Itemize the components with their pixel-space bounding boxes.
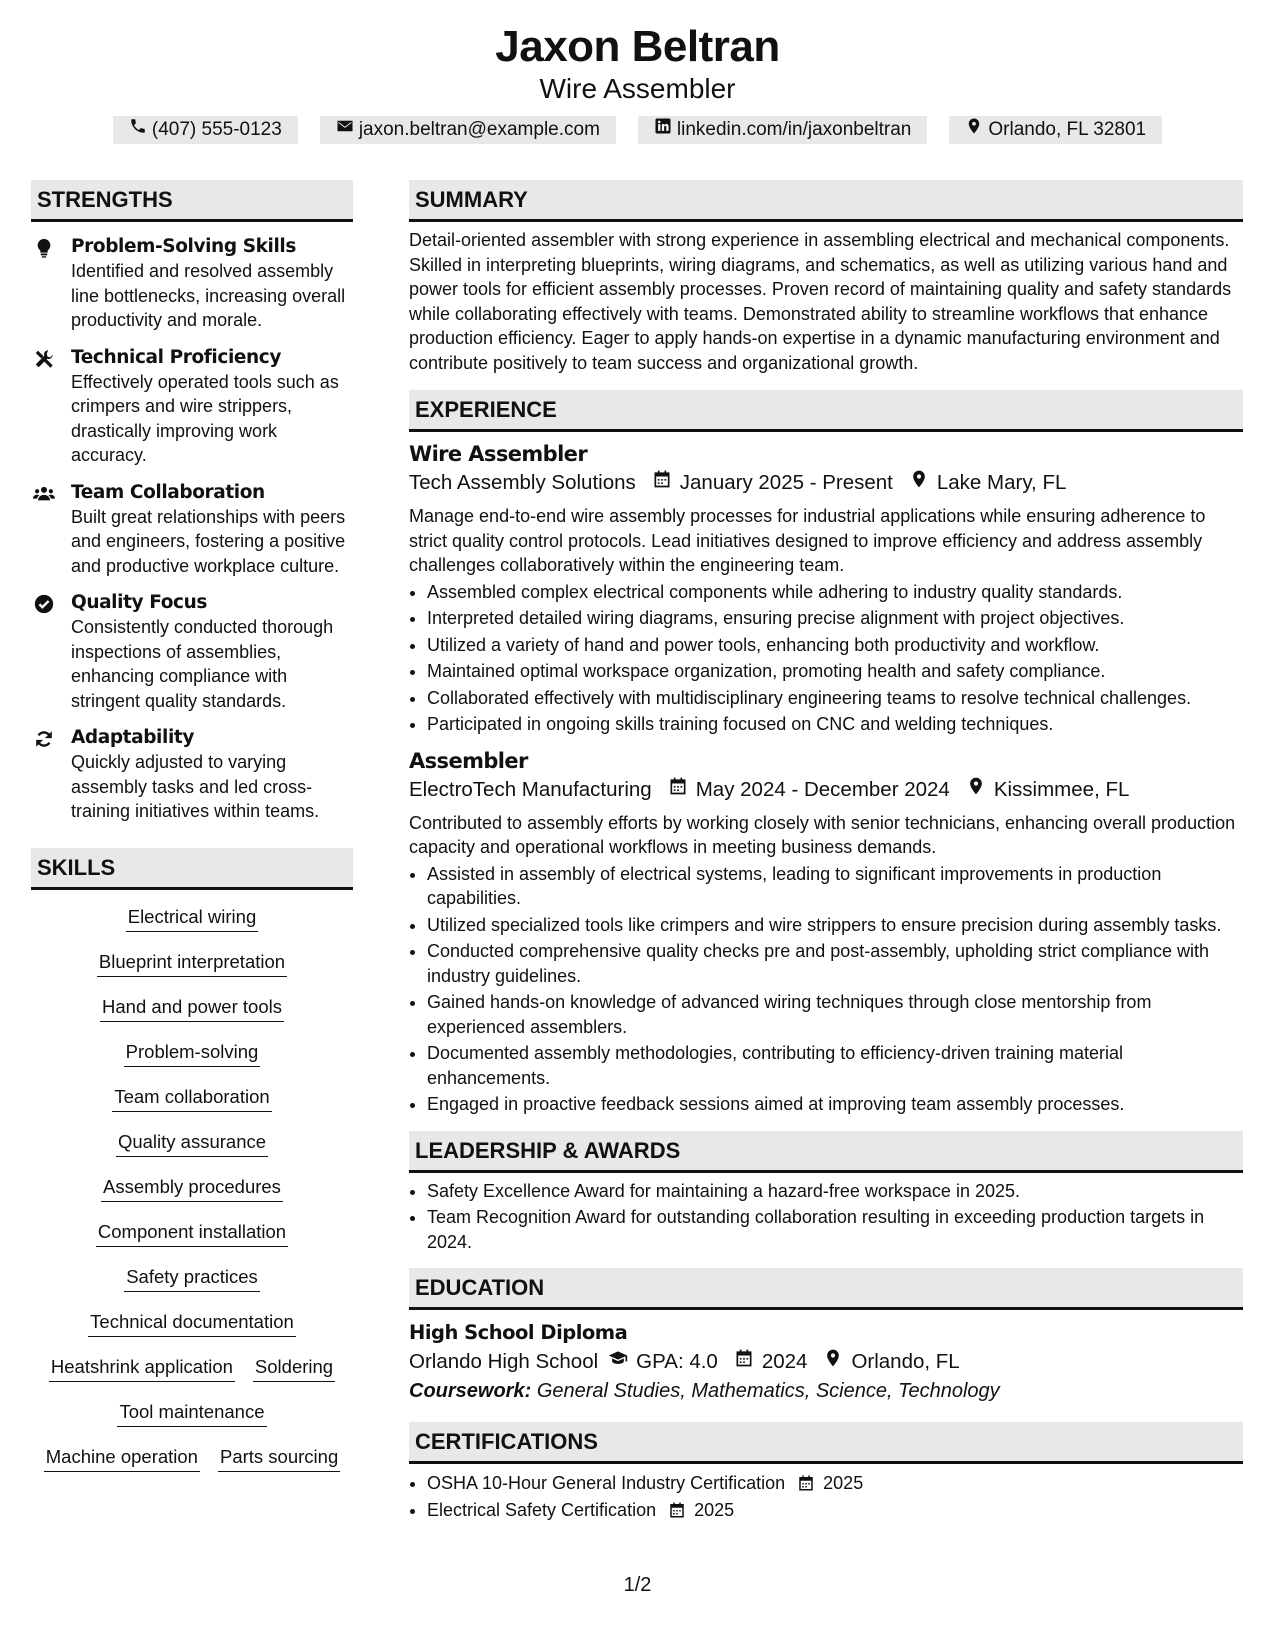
skill-tag: Team collaboration bbox=[112, 1084, 271, 1112]
job-bullet: • Maintained optimal workspace organization, promoting health and safety compliance. bbox=[427, 659, 1243, 684]
gpa-text: GPA: 4.0 bbox=[636, 1350, 718, 1373]
linkedin-icon bbox=[654, 116, 672, 144]
skill-tag: Technical documentation bbox=[88, 1309, 296, 1337]
job-bullet: • Participated in ongoing skills training focused on CNC and welding techniques. bbox=[427, 712, 1243, 737]
tools-icon bbox=[33, 348, 55, 370]
edu-year-item bbox=[734, 1346, 808, 1377]
skill-row bbox=[31, 904, 353, 949]
awards-list bbox=[409, 1179, 1243, 1255]
contact-phone[interactable] bbox=[113, 116, 298, 144]
certification-name: • OSHA 10-Hour General Industry Certification bbox=[427, 1473, 786, 1493]
job-location-item bbox=[966, 775, 1130, 805]
envelope-icon bbox=[336, 116, 354, 144]
company-name: ElectroTech Manufacturing bbox=[409, 777, 652, 801]
summary-text: Detail-oriented assembler with strong experience in assembling electrical and mechanical components. Skilled in interpreting blueprints, wiring diagrams, and schematics, as well as utilizing various hand and power tools for efficient assembly processes. Proven record of maintaining quality and safety standards while collaborating effectively with teams. Demonstrated ability to streamline workflows that enhance production efficiency. Eager to apply hands-on expertise in a dynamic manufacturing environment and contribute positively to team success and organizational growth. bbox=[409, 230, 1232, 373]
contact-bar bbox=[0, 116, 1275, 144]
right-column bbox=[409, 180, 1243, 1524]
job-bullets bbox=[409, 580, 1243, 737]
coursework-text: General Studies, Mathematics, Science, Technology bbox=[536, 1380, 1000, 1402]
skill-tag: Parts sourcing bbox=[218, 1444, 340, 1472]
skill-tag: Soldering bbox=[253, 1354, 335, 1382]
degree-title: High School Diploma bbox=[409, 1321, 628, 1344]
skill-tag: Blueprint interpretation bbox=[97, 949, 287, 977]
job-location: Lake Mary, FL bbox=[936, 471, 1067, 494]
summary-heading: SUMMARY bbox=[409, 180, 1243, 222]
job-bullet: • Engaged in proactive feedback sessions aimed at improving team assembly processes. bbox=[427, 1092, 1243, 1117]
skill-row bbox=[31, 1264, 353, 1309]
strength-desc: Quickly adjusted to varying assembly tasks and led cross-training initiatives within teams. bbox=[71, 752, 320, 821]
gpa-item bbox=[608, 1346, 718, 1377]
candidate-name: Jaxon Beltran bbox=[495, 22, 780, 71]
strength-title: Problem-Solving Skills bbox=[71, 236, 296, 257]
job-title: Wire Assembler bbox=[409, 442, 588, 466]
resume-header bbox=[0, 22, 1275, 144]
skill-row bbox=[31, 1444, 353, 1489]
certifications-heading: CERTIFICATIONS bbox=[409, 1422, 1243, 1464]
lightbulb-icon bbox=[33, 237, 55, 259]
location-text: Orlando, FL 32801 bbox=[988, 119, 1147, 140]
company-name: Tech Assembly Solutions bbox=[409, 471, 636, 494]
experience-list bbox=[409, 440, 1243, 1117]
certification-year: 2025 bbox=[823, 1473, 864, 1493]
job-bullets bbox=[409, 862, 1243, 1117]
map-pin-icon bbox=[823, 1346, 843, 1377]
sync-icon bbox=[33, 728, 55, 750]
skill-row bbox=[31, 1084, 353, 1129]
job-bullet: • Assembled complex electrical components while adhering to industry quality standards. bbox=[427, 580, 1243, 605]
skill-row bbox=[31, 1354, 353, 1399]
strength-title: Team Collaboration bbox=[71, 481, 265, 503]
job-dates-item bbox=[652, 468, 893, 498]
calendar-icon bbox=[668, 775, 688, 805]
job-meta bbox=[409, 468, 1243, 498]
calendar-icon bbox=[734, 1346, 754, 1377]
job-description: Contributed to assembly efforts by working closely with senior technicians, enhancing overall production capacity and operational workflows in meeting business demands. bbox=[409, 812, 1236, 857]
awards-heading: LEADERSHIP & AWARDS bbox=[409, 1131, 1243, 1173]
page-number: 1/2 bbox=[623, 1574, 652, 1596]
calendar-icon bbox=[652, 468, 672, 498]
job-meta bbox=[409, 775, 1243, 805]
job-bullet: • Utilized a variety of hand and power tools, enhancing both productivity and workflow. bbox=[427, 633, 1243, 658]
certifications-list bbox=[409, 1471, 1243, 1522]
skill-row bbox=[31, 1309, 353, 1354]
skill-row bbox=[31, 1129, 353, 1174]
skill-tag: Problem-solving bbox=[124, 1039, 261, 1067]
strength-title: Technical Proficiency bbox=[71, 346, 282, 368]
phone-icon bbox=[129, 116, 147, 144]
skill-tag: Safety practices bbox=[124, 1264, 260, 1292]
strength-item bbox=[31, 590, 353, 713]
skill-row bbox=[31, 949, 353, 994]
check-circle-icon bbox=[33, 593, 55, 615]
job-bullet: • Documented assembly methodologies, contributing to efficiency-driven training material enhancements. bbox=[427, 1041, 1243, 1090]
map-pin-icon bbox=[909, 468, 929, 498]
contact-linkedin[interactable] bbox=[638, 116, 927, 144]
certification-year: 2025 bbox=[694, 1499, 735, 1520]
candidate-title: Wire Assembler bbox=[539, 73, 736, 104]
job-bullet: • Interpreted detailed wiring diagrams, ensuring precise alignment with project objectives. bbox=[427, 606, 1243, 631]
skill-tag: Electrical wiring bbox=[126, 904, 259, 932]
job-entry bbox=[409, 440, 1243, 737]
strength-item bbox=[31, 234, 353, 333]
experience-heading: EXPERIENCE bbox=[409, 390, 1243, 432]
job-bullet: • Assisted in assembly of electrical systems, leading to significant improvements in production capabilities. bbox=[427, 862, 1243, 911]
job-location-item bbox=[909, 468, 1067, 498]
job-bullet: • Conducted comprehensive quality checks pre and post-assembly, upholding strict compliance with industry guidelines. bbox=[427, 939, 1243, 988]
map-pin-icon bbox=[966, 775, 986, 805]
edu-location-item bbox=[823, 1346, 959, 1377]
job-dates: January 2025 - Present bbox=[679, 471, 893, 494]
skill-row bbox=[31, 1039, 353, 1084]
skill-tag: Component installation bbox=[96, 1219, 288, 1247]
job-bullet: • Collaborated effectively with multidisciplinary engineering teams to resolve technical challenges. bbox=[427, 686, 1243, 711]
linkedin-text: linkedin.com/in/jaxonbeltran bbox=[676, 119, 912, 140]
strength-title: Quality Focus bbox=[71, 592, 207, 613]
skill-tag: Quality assurance bbox=[116, 1129, 268, 1157]
skill-tag: Machine operation bbox=[44, 1444, 200, 1472]
school-name: Orlando High School bbox=[409, 1350, 599, 1373]
graduation-cap-icon bbox=[608, 1346, 628, 1377]
skill-row bbox=[31, 994, 353, 1039]
strengths-list bbox=[31, 234, 353, 824]
certification-row bbox=[427, 1471, 1243, 1496]
job-description: Manage end-to-end wire assembly processes for industrial applications while ensuring adherence to strict quality control protocols. Lead initiatives designed to improve efficiency and address assembly challenges collaboratively within the engineering team. bbox=[409, 506, 1206, 575]
skill-row bbox=[31, 1399, 353, 1444]
education-meta bbox=[409, 1346, 1243, 1377]
job-dates-item bbox=[668, 775, 950, 805]
job-bullet: • Utilized specialized tools like crimpers and wire strippers to ensure precision during assembly tasks. bbox=[427, 913, 1243, 938]
skill-row bbox=[31, 1219, 353, 1264]
strengths-heading: STRENGTHS bbox=[31, 180, 353, 222]
skills-heading: SKILLS bbox=[31, 848, 353, 890]
skill-row bbox=[31, 1174, 353, 1219]
map-pin-icon bbox=[965, 116, 983, 144]
skill-tag: Hand and power tools bbox=[100, 994, 284, 1022]
contact-email[interactable] bbox=[320, 116, 616, 144]
strength-desc: Built great relationships with peers and engineers, fostering a positive and productive workplace culture. bbox=[71, 506, 346, 576]
award-item: • Team Recognition Award for outstanding collaboration resulting in exceeding production targets in 2024. bbox=[427, 1205, 1243, 1254]
award-item: • Safety Excellence Award for maintaining a hazard-free workspace in 2025. bbox=[427, 1179, 1243, 1204]
phone-text: (407) 555-0123 bbox=[151, 119, 282, 140]
edu-year-text: 2024 bbox=[761, 1350, 808, 1373]
strength-desc: Identified and resolved assembly line bottlenecks, increasing overall productivity and morale. bbox=[71, 261, 346, 330]
job-location: Kissimmee, FL bbox=[993, 777, 1130, 801]
strength-desc: Effectively operated tools such as crimpers and wire strippers, drastically improving work accuracy. bbox=[71, 371, 339, 465]
skill-tag: Tool maintenance bbox=[117, 1399, 266, 1427]
education-heading: EDUCATION bbox=[409, 1268, 1243, 1310]
calendar-icon bbox=[668, 1501, 686, 1519]
email-text: jaxon.beltran@example.com bbox=[358, 119, 600, 140]
certification-row bbox=[427, 1498, 1243, 1523]
skill-tag: Heatshrink application bbox=[49, 1354, 235, 1382]
skills-list bbox=[31, 904, 353, 1489]
strength-item bbox=[31, 480, 353, 579]
edu-location-text: Orlando, FL bbox=[851, 1350, 960, 1373]
calendar-icon bbox=[797, 1474, 815, 1492]
certification-item bbox=[427, 1471, 1243, 1496]
certification-name: • Electrical Safety Certification bbox=[427, 1499, 657, 1520]
coursework-line bbox=[409, 1377, 1243, 1405]
strength-title: Adaptability bbox=[71, 727, 194, 748]
skill-tag: Assembly procedures bbox=[101, 1174, 283, 1202]
strength-item bbox=[31, 345, 353, 468]
users-icon bbox=[33, 483, 55, 505]
strength-desc: Consistently conducted thorough inspections of assemblies, enhancing compliance with stringent quality standards. bbox=[71, 617, 334, 711]
job-title: Assembler bbox=[409, 748, 528, 773]
certification-item bbox=[427, 1498, 1243, 1523]
job-bullet: • Gained hands-on knowledge of advanced wiring techniques through close mentorship from experienced assemblers. bbox=[427, 990, 1243, 1039]
strength-item bbox=[31, 725, 353, 824]
contact-location[interactable] bbox=[949, 116, 1162, 144]
left-column bbox=[31, 180, 353, 1489]
job-entry bbox=[409, 747, 1243, 1117]
job-dates: May 2024 - December 2024 bbox=[695, 777, 950, 801]
coursework-label: Coursework: bbox=[409, 1380, 532, 1402]
